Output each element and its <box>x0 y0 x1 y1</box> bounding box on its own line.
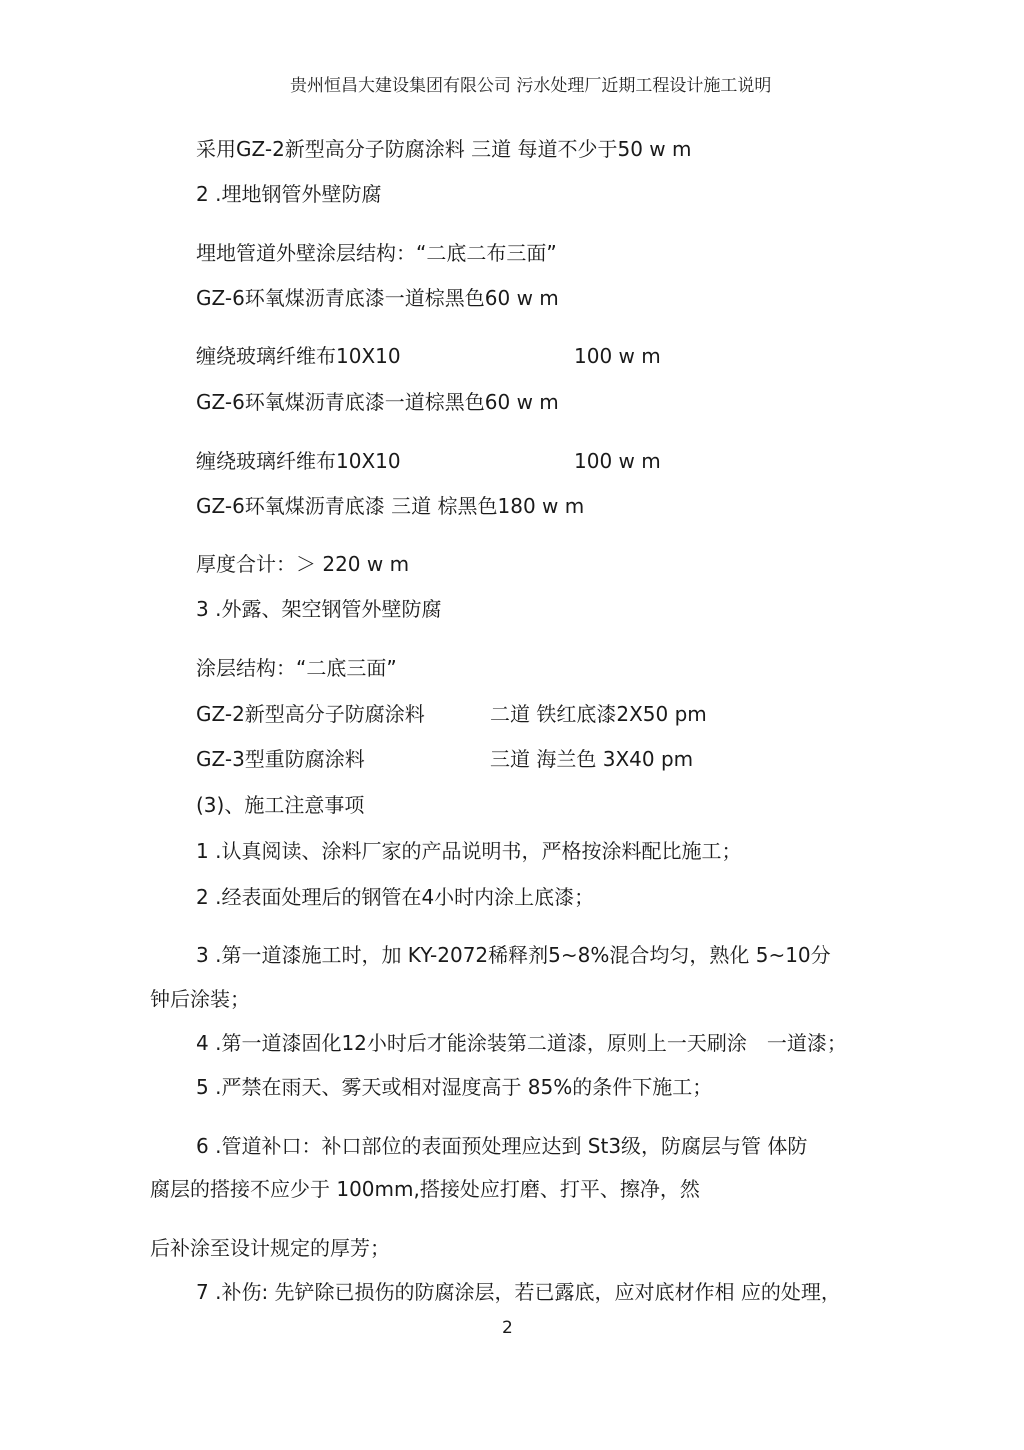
text-value: 三道 海兰色 3X40 pm <box>490 747 694 771</box>
text-line: GZ-6环氧煤沥青底漆一道棕黑色60 w m <box>196 390 559 414</box>
text-line: GZ-2新型高分子防腐涂料 <box>196 702 425 726</box>
text-line: GZ-6环氧煤沥青底漆一道棕黑色60 w m <box>196 286 559 310</box>
list-item: 2 .经表面处理后的钢管在4小时内涂上底漆； <box>196 885 595 909</box>
text-line: 采用GZ-2新型高分子防腐涂料 三道 每道不少于50 w m <box>196 137 692 161</box>
text-line: 缠绕玻璃纤维布10X10 <box>196 449 401 473</box>
text-line: 缠绕玻璃纤维布10X10 <box>196 344 401 368</box>
text-line: 后补涂至设计规定的厚芳； <box>150 1236 390 1260</box>
text-line: 涂层结构：“二底三面” <box>196 656 397 680</box>
text-value: 100 w m <box>574 449 661 473</box>
section-heading: 3 .外露、架空钢管外壁防腐 <box>196 597 442 621</box>
list-item: 5 .严禁在雨天、雾天或相对湿度高于 85%的条件下施工； <box>196 1075 713 1099</box>
list-item: 6 .管道补口：补口部位的表面预处理应达到 St3级，防腐层与管 体防 <box>196 1134 808 1158</box>
list-item: 1 .认真阅读、涂料厂家的产品说明书，严格按涂料配比施工； <box>196 839 742 863</box>
list-item: 3 .第一道漆施工时，加 KY-2072稀释剂5~8%混合均匀，熟化 5~10分 <box>196 943 831 967</box>
list-item: 7 .补伤: 先铲除已损伤的防腐涂层，若已露底，应对底材作相 应的处理， <box>196 1280 841 1304</box>
text-line: 腐层的搭接不应少于 100mm,搭接处应打磨、打平、擦净，然 <box>150 1177 700 1201</box>
list-item: 4 .第一道漆固化12小时后才能涂装第二道漆，原则上一天刷涂 一道漆； <box>196 1031 847 1055</box>
page-number: 2 <box>502 1318 513 1338</box>
text-line: GZ-6环氧煤沥青底漆 三道 棕黑色180 w m <box>196 494 585 518</box>
section-heading: (3)、施工注意事项 <box>196 793 365 817</box>
text-line: 埋地管道外壁涂层结构：“二底二布三面” <box>196 241 557 265</box>
running-header: 贵州恒昌大建设集团有限公司 污水处理厂近期工程设计施工说明 <box>290 76 772 96</box>
text-line: GZ-3型重防腐涂料 <box>196 747 365 771</box>
text-line: 厚度合计：＞ 220 w m <box>196 552 410 576</box>
text-line: 钟后涂装； <box>150 987 250 1011</box>
text-value: 100 w m <box>574 344 661 368</box>
text-value: 二道 铁红底漆2X50 pm <box>490 702 707 726</box>
section-heading: 2 .埋地钢管外壁防腐 <box>196 182 382 206</box>
